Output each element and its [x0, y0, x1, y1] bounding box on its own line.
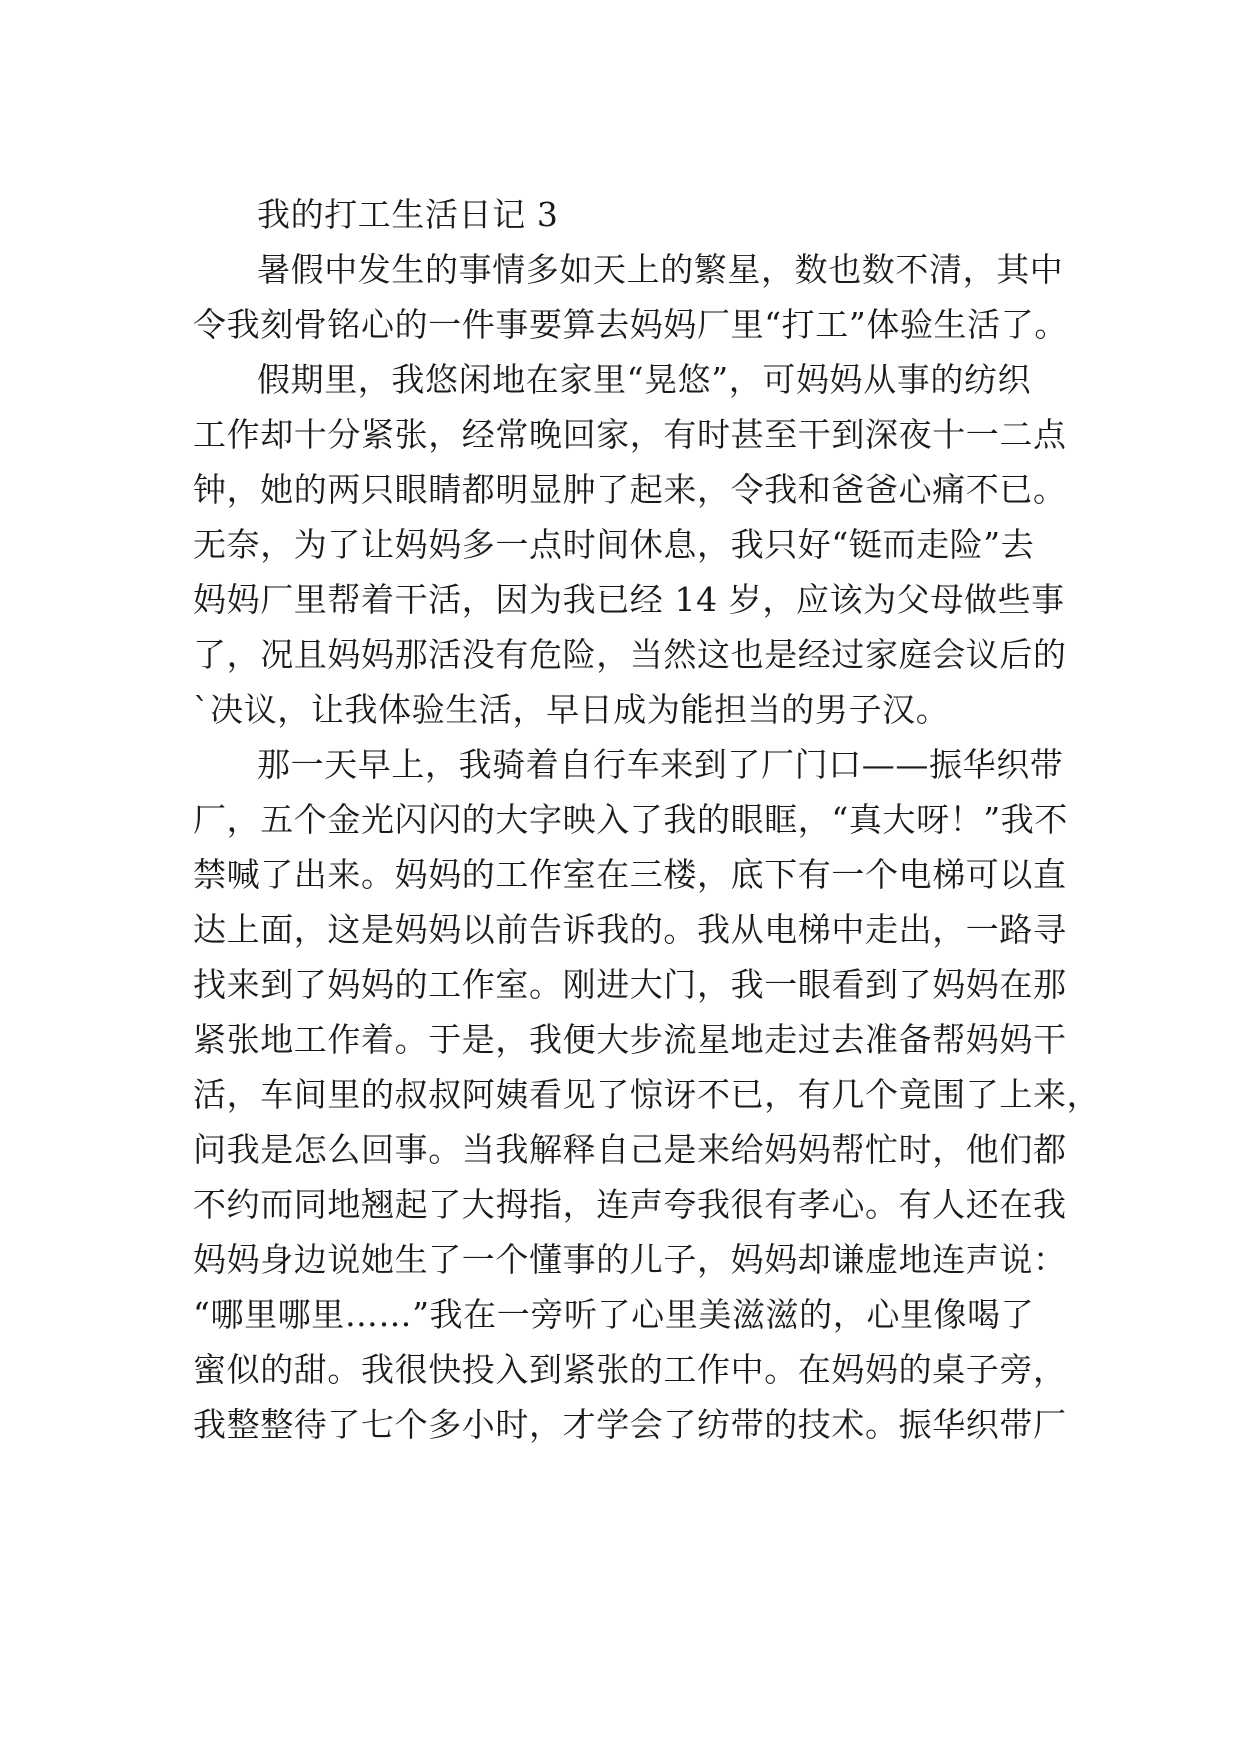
paragraph-2-line-6: 了，况且妈妈那活没有危险，当然这也是经过家庭会议后的 [193, 635, 1067, 674]
paragraph-3-line-11: “哪里哪里……”我在一旁听了心里美滋滋的，心里像喝了 [193, 1295, 1035, 1334]
paragraph-3-line-10: 妈妈身边说她生了一个懂事的儿子，妈妈却谦虚地连声说： [193, 1240, 1067, 1279]
paragraph-2-line-1: 假期里，我悠闲地在家里“晃悠”，可妈妈从事的纺织 [257, 360, 1032, 399]
paragraph-3-line-2: 厂，五个金光闪闪的大字映入了我的眼眶，“真大呀！”我不 [193, 800, 1068, 839]
paragraph-3-line-12: 蜜似的甜。我很快投入到紧张的工作中。在妈妈的桌子旁， [193, 1350, 1067, 1389]
paragraph-1-line-2: 令我刻骨铭心的一件事要算去妈妈厂里“打工”体验生活了。 [193, 305, 1068, 344]
paragraph-3-line-6: 紧张地工作着。于是，我便大步流星地走过去准备帮妈妈干 [193, 1020, 1067, 1059]
paragraph-3-line-5: 找来到了妈妈的工作室。刚进大门，我一眼看到了妈妈在那 [193, 965, 1067, 1004]
paragraph-1-line-1: 暑假中发生的事情多如天上的繁星，数也数不清，其中 [257, 250, 1064, 289]
paragraph-3-line-8: 问我是怎么回事。当我解释自己是来给妈妈帮忙时，他们都 [193, 1130, 1067, 1169]
paragraph-3-line-7: 活，车间里的叔叔阿姨看见了惊讶不已，有几个竟围了上来， [193, 1075, 1101, 1114]
paragraph-3-line-4: 达上面，这是妈妈以前告诉我的。我从电梯中走出，一路寻 [193, 910, 1067, 949]
paragraph-2-line-3: 钟，她的两只眼睛都明显肿了起来，令我和爸爸心痛不已。 [193, 470, 1067, 509]
paragraph-2-line-5: 妈妈厂里帮着干活，因为我已经 14 岁，应该为父母做些事 [193, 580, 1065, 619]
paragraph-2-line-7: `决议，让我体验生活，早日成为能担当的男子汉。 [193, 690, 950, 729]
paragraph-3-line-3: 禁喊了出来。妈妈的工作室在三楼，底下有一个电梯可以直 [193, 855, 1067, 894]
document-title: 我的打工生活日记 3 [257, 195, 559, 234]
paragraph-3-line-13: 我整整待了七个多小时，才学会了纺带的技术。振华织带厂 [193, 1405, 1067, 1444]
paragraph-2-line-2: 工作却十分紧张，经常晚回家，有时甚至干到深夜十一二点 [193, 415, 1067, 454]
paragraph-3-line-1: 那一天早上，我骑着自行车来到了厂门口——振华织带 [257, 745, 1064, 784]
paragraph-3-line-9: 不约而同地翘起了大拇指，连声夸我很有孝心。有人还在我 [193, 1185, 1067, 1224]
paragraph-2-line-4: 无奈，为了让妈妈多一点时间休息，我只好“铤而走险”去 [193, 525, 1035, 564]
